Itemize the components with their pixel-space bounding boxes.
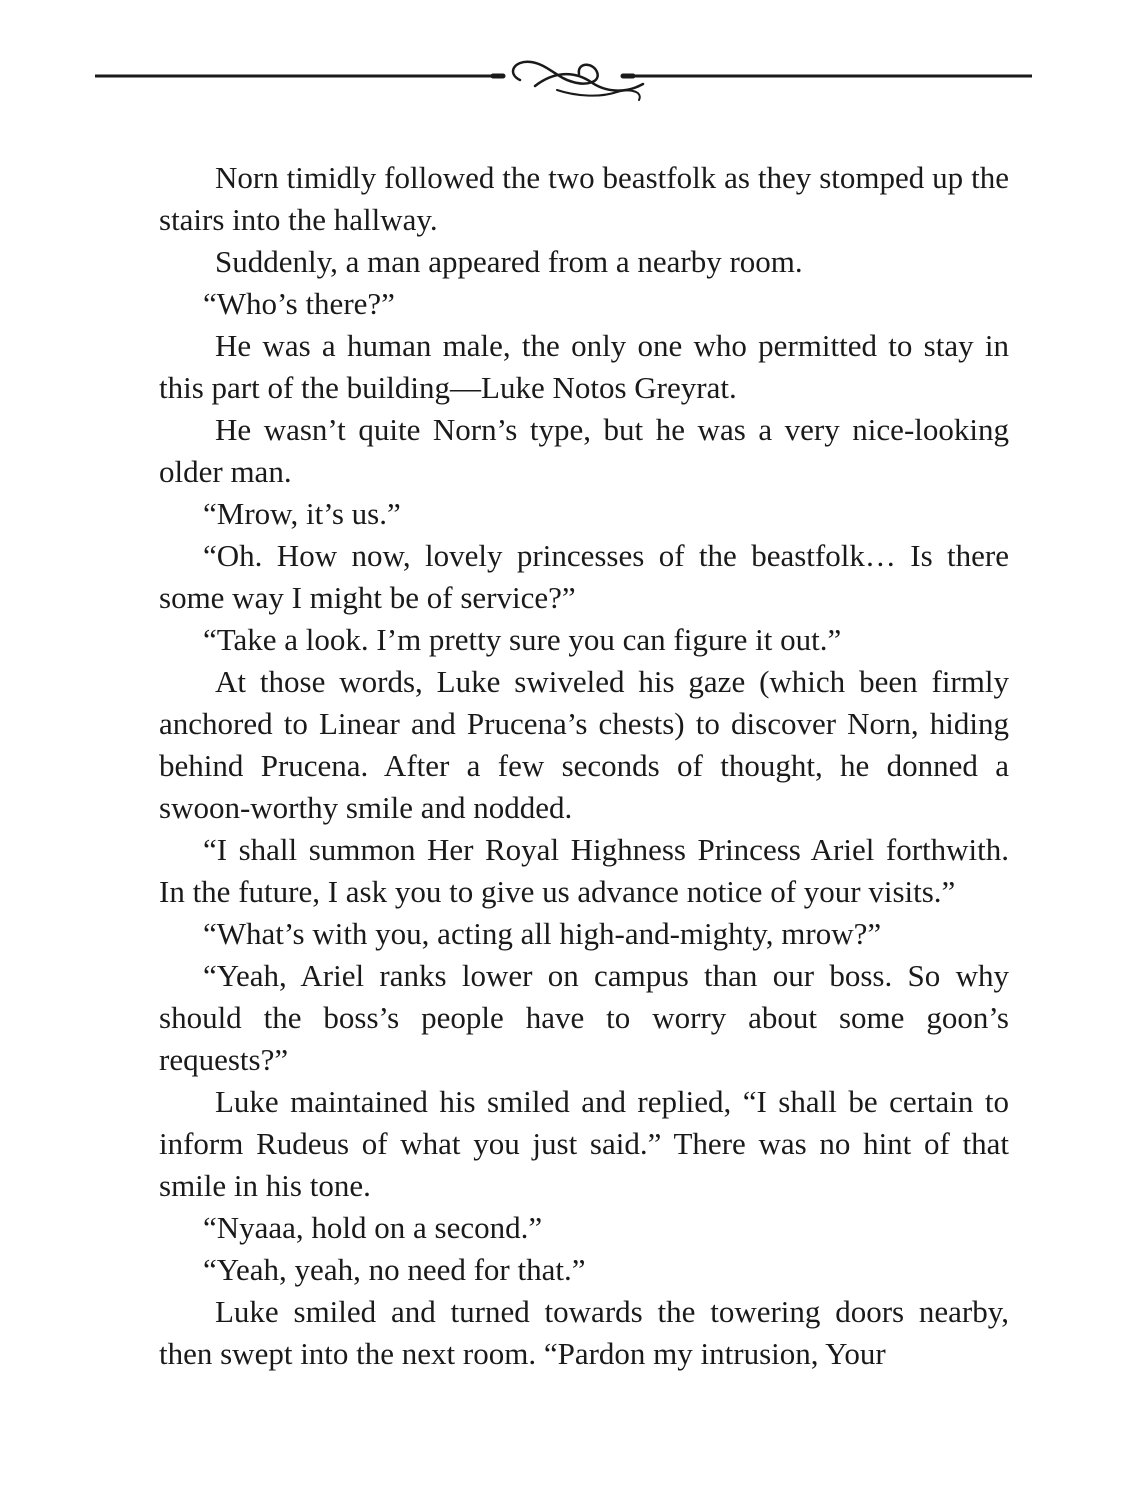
flourish-divider-icon — [95, 48, 1032, 108]
paragraph: He was a human male, the only one who permitted to stay in this part of the building—Luke Notos Greyrat. — [159, 328, 1009, 405]
paragraph: “Nyaaa, hold on a second.” — [203, 1210, 543, 1245]
paragraph: At those words, Luke swiveled his gaze (which been firmly anchored to Linear and Prucena’s chests) to discover Norn, hiding behind Prucena. After a few seconds of thought, he donned a swoon-worthy smile and nodded. — [159, 664, 1009, 825]
paragraph: “Oh. How now, lovely princesses of the beastfolk… Is there some way I might be of service?” — [159, 538, 1009, 615]
paragraph: Suddenly, a man appeared from a nearby room. — [215, 244, 803, 279]
paragraph: “What’s with you, acting all high-and-mighty, mrow?” — [203, 916, 882, 951]
page-body — [159, 157, 1009, 1375]
paragraph: He wasn’t quite Norn’s type, but he was a very nice-looking older man. — [159, 412, 1009, 489]
paragraph: “Mrow, it’s us.” — [203, 496, 401, 531]
paragraph: Luke smiled and turned towards the towering doors nearby, then swept into the next room. “Pardon my intrusion, Your — [159, 1294, 1009, 1371]
paragraph: “I shall summon Her Royal Highness Princess Ariel forthwith. In the future, I ask you to give us advance notice of your visits.” — [159, 832, 1009, 909]
paragraph: “Who’s there?” — [203, 286, 395, 321]
paragraph: Norn timidly followed the two beastfolk as they stomped up the stairs into the hallway. — [159, 160, 1009, 237]
paragraph: Luke maintained his smiled and replied, “I shall be certain to inform Rudeus of what you just said.” There was no hint of that smile in his tone. — [159, 1084, 1009, 1203]
paragraph: “Yeah, yeah, no need for that.” — [203, 1252, 586, 1287]
paragraph: “Take a look. I’m pretty sure you can figure it out.” — [203, 622, 842, 657]
paragraph: “Yeah, Ariel ranks lower on campus than our boss. So why should the boss’s people have to worry about some goon’s requests?” — [159, 958, 1009, 1077]
